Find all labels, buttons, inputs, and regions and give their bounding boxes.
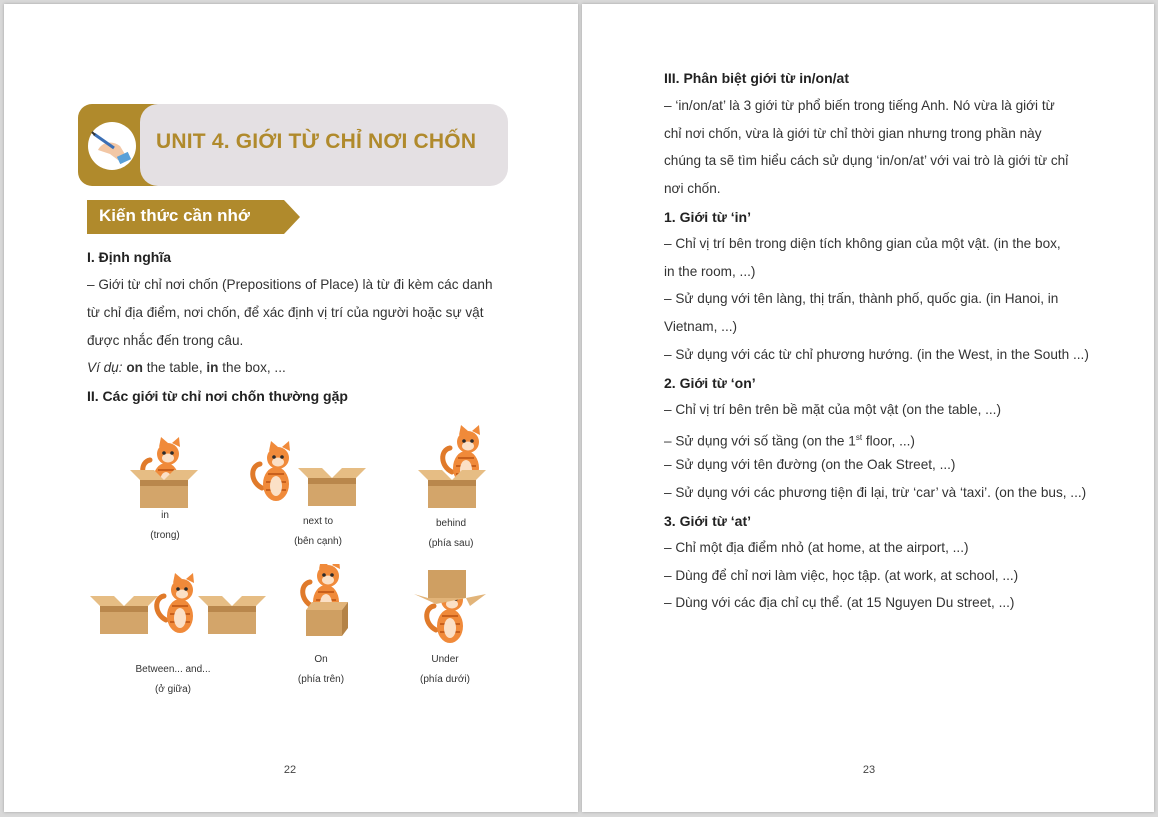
section-2-heading: II. Các giới từ chỉ nơi chốn thường gặp xyxy=(87,388,348,404)
caption-on: On xyxy=(314,654,328,665)
example-word-in: in xyxy=(206,360,219,375)
caption-in: in xyxy=(161,510,169,521)
caption-under: Under xyxy=(431,654,459,665)
in-line-5: – Sử dụng với các từ chỉ phương hướng. (in the West, in the South ...) xyxy=(664,347,1089,362)
on-floor-pre: – Sử dụng với số tầng (on the 1 xyxy=(664,433,856,449)
caption-on-vi: (phía trên) xyxy=(297,674,345,685)
at-heading: 3. Giới từ ‘at’ xyxy=(664,513,751,529)
knowledge-tag xyxy=(87,200,300,234)
intro-line-3: chúng ta sẽ tìm hiểu cách sử dụng ‘in/on/at’ với vai trò là giới từ chỉ xyxy=(664,153,1069,168)
cat-next-to-box-illustration xyxy=(244,428,374,518)
caption-between: Between... and... xyxy=(135,664,211,675)
caption-next-to-vi: (bên cạnh) xyxy=(294,536,342,547)
in-line-4: Vietnam, ...) xyxy=(664,319,738,334)
cat-in-box-illustration xyxy=(120,428,210,518)
definition-line-3: được nhắc đến trong câu. xyxy=(87,333,244,348)
knowledge-tag-label: Kiến thức cần nhớ xyxy=(99,206,250,225)
example-line xyxy=(87,354,286,382)
right-page xyxy=(582,4,1154,812)
definition-line-2: từ chỉ địa điểm, nơi chốn, để xác định vị trí của người hoặc sự vật xyxy=(87,305,484,320)
in-heading: 1. Giới từ ‘in’ xyxy=(664,209,751,225)
caption-behind-vi: (phía sau) xyxy=(428,538,474,549)
in-line-3: – Sử dụng với tên làng, thị trấn, thành phố, quốc gia. (in Hanoi, in xyxy=(664,291,1059,306)
caption-under-vi: (phía dưới) xyxy=(420,674,470,685)
section-1-heading: I. Định nghĩa xyxy=(87,249,171,265)
cat-under-box-illustration xyxy=(406,564,496,644)
cat-behind-box-illustration xyxy=(410,424,500,514)
on-floor-post: floor, ...) xyxy=(862,433,915,449)
unit-banner xyxy=(78,104,508,186)
unit-title: UNIT 4. GIỚI TỪ CHỈ NƠI CHỐN xyxy=(156,130,477,153)
definition-line-1: – Giới từ chỉ nơi chốn (Prepositions of Place) là từ đi kèm các danh xyxy=(87,277,493,292)
example-text-1: the table, xyxy=(142,360,207,375)
caption-in-vi: (trong) xyxy=(150,530,180,541)
caption-behind: behind xyxy=(435,518,467,529)
intro-line-4: nơi chốn. xyxy=(664,181,721,196)
on-line-3: – Sử dụng với tên đường (on the Oak Street, ...) xyxy=(664,457,956,472)
left-page xyxy=(4,4,578,812)
example-label: Ví dụ: xyxy=(87,360,123,375)
example-text-2: the box, ... xyxy=(218,360,286,375)
intro-line-1: – ‘in/on/at’ là 3 giới từ phổ biến trong tiếng Anh. Nó vừa là giới từ xyxy=(664,98,1055,113)
in-line-1: – Chỉ vị trí bên trong diện tích không gian của một vật. (in the box, xyxy=(664,236,1061,251)
at-line-2: – Dùng để chỉ nơi làm việc, học tập. (at work, at school, ...) xyxy=(664,568,1019,583)
on-line-1: – Chỉ vị trí bên trên bề mặt của một vật (on the table, ...) xyxy=(664,402,1001,417)
page-number-right: 23 xyxy=(862,764,876,776)
writing-hand-icon xyxy=(82,116,142,176)
example-word-on: on xyxy=(126,360,143,375)
caption-between-vi: (ở giữa) xyxy=(154,684,192,695)
on-floor-sup: st xyxy=(855,433,863,442)
on-heading: 2. Giới từ ‘on’ xyxy=(664,375,756,391)
in-line-2: in the room, ...) xyxy=(664,264,756,279)
at-line-3: – Dùng với các địa chỉ cụ thể. (at 15 Nguyen Du street, ...) xyxy=(664,595,1015,610)
at-line-1: – Chỉ một địa điểm nhỏ (at home, at the airport, ...) xyxy=(664,540,969,555)
cat-between-boxes-illustration xyxy=(88,570,268,646)
cat-on-box-illustration xyxy=(292,564,362,644)
section-3-heading: III. Phân biệt giới từ in/on/at xyxy=(664,70,849,86)
on-line-4: – Sử dụng với các phương tiện đi lại, trừ ‘car’ và ‘taxi’. (on the bus, ...) xyxy=(664,485,1087,500)
caption-next-to: next to xyxy=(302,516,334,527)
page-number-left: 22 xyxy=(283,764,297,776)
intro-line-2: chỉ nơi chốn, vừa là giới từ chỉ thời gian nhưng trong phần này xyxy=(664,126,1042,141)
